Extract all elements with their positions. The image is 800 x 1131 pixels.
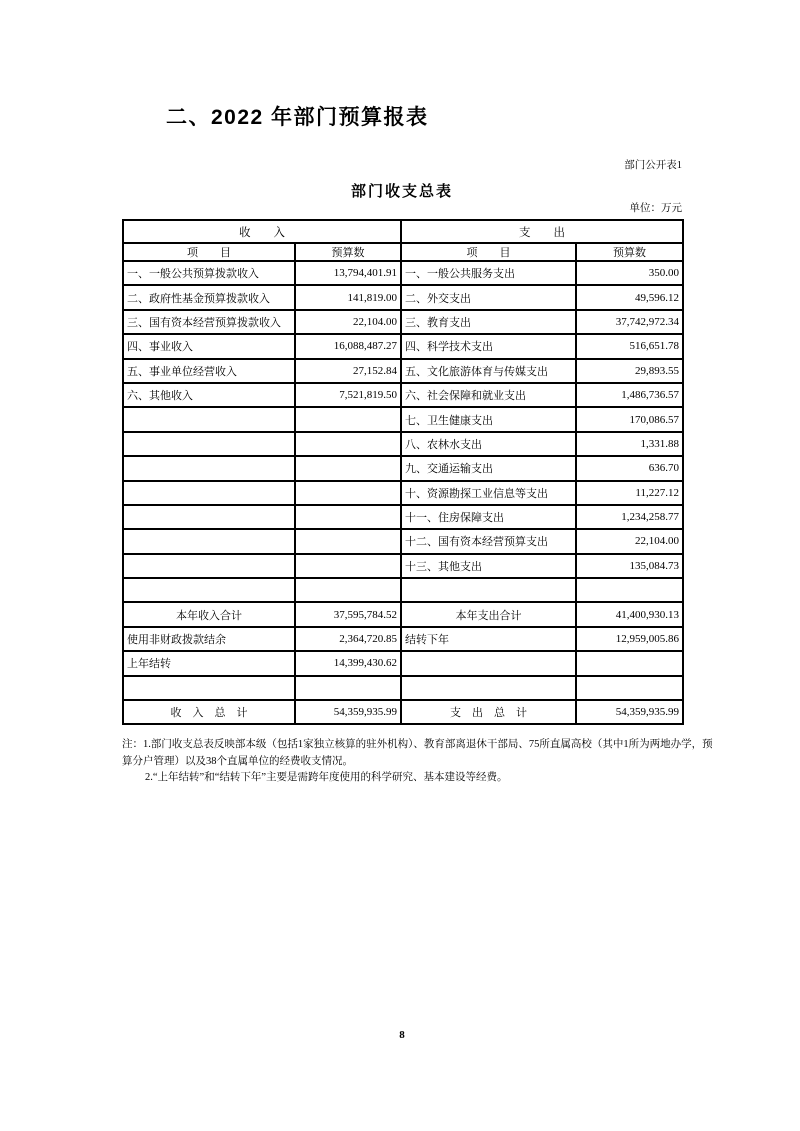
table-body <box>123 261 683 724</box>
table-row <box>123 651 683 675</box>
table-row <box>123 578 683 602</box>
table-row <box>123 432 683 456</box>
expense-value-cell: 12,959,005.86 <box>576 627 683 651</box>
income-value-cell: 16,088,487.27 <box>295 334 401 358</box>
table-row <box>123 554 683 578</box>
page-title: 二、2022 年部门预算报表 <box>166 106 429 129</box>
expense-value-cell: 1,331.88 <box>576 432 683 456</box>
income-value-cell: 22,104.00 <box>295 310 401 334</box>
income-item-cell: 本年收入合计 <box>123 602 295 626</box>
income-value-cell: 141,819.00 <box>295 285 401 309</box>
expense-budget-header: 预算数 <box>576 243 683 261</box>
income-item-header: 项 目 <box>123 243 295 261</box>
expense-item-cell: 十二、国有资本经营预算支出 <box>401 529 576 553</box>
expense-item-header: 项 目 <box>401 243 576 261</box>
budget-summary-table <box>122 219 684 725</box>
income-item-cell <box>123 432 295 456</box>
income-item-cell <box>123 456 295 480</box>
income-item-cell: 使用非财政拨款结余 <box>123 627 295 651</box>
income-item-cell <box>123 676 295 700</box>
table-row <box>123 529 683 553</box>
table-row <box>123 505 683 529</box>
income-value-cell: 14,399,430.62 <box>295 651 401 675</box>
expense-value-cell: 22,104.00 <box>576 529 683 553</box>
table-row <box>123 700 683 724</box>
table-column-header-row <box>123 243 683 261</box>
table-title: 部门收支总表 <box>350 183 453 200</box>
income-value-cell <box>295 456 401 480</box>
income-value-cell: 54,359,935.99 <box>295 700 401 724</box>
expense-value-cell: 170,086.57 <box>576 407 683 431</box>
expense-value-cell: 350.00 <box>576 261 683 285</box>
income-value-cell <box>295 407 401 431</box>
income-item-cell: 收 入 总 计 <box>123 700 295 724</box>
expense-item-cell: 十三、其他支出 <box>401 554 576 578</box>
table-section-header-row <box>123 220 683 243</box>
income-item-cell: 六、其他收入 <box>123 383 295 407</box>
table-row <box>123 676 683 700</box>
income-value-cell: 37,595,784.52 <box>295 602 401 626</box>
expense-section-header: 支 出 <box>401 220 683 243</box>
expense-value-cell: 54,359,935.99 <box>576 700 683 724</box>
expense-value-cell: 37,742,972.34 <box>576 310 683 334</box>
expense-value-cell <box>576 676 683 700</box>
table-row <box>123 261 683 285</box>
expense-item-cell: 十一、住房保障支出 <box>401 505 576 529</box>
income-value-cell <box>295 481 401 505</box>
income-item-cell: 五、事业单位经营收入 <box>123 359 295 383</box>
expense-value-cell <box>576 651 683 675</box>
expense-item-cell: 六、社会保障和就业支出 <box>401 383 576 407</box>
footnote-line: 注：1.部门收支总表反映部本级（包括1家独立核算的驻外机构）、教育部离退休干部局、75所直属高校（其中1所为两地办学，预 <box>122 739 713 750</box>
income-item-cell <box>123 578 295 602</box>
footnote-line: 算分户管理）以及38个直属单位的经费收支情况。 <box>122 755 353 767</box>
expense-value-cell: 135,084.73 <box>576 554 683 578</box>
expense-item-cell <box>401 676 576 700</box>
income-item-cell: 四、事业收入 <box>123 334 295 358</box>
table-row <box>123 359 683 383</box>
income-item-cell: 一、一般公共预算拨款收入 <box>123 261 295 285</box>
income-value-cell <box>295 554 401 578</box>
income-item-cell: 上年结转 <box>123 651 295 675</box>
expense-value-cell: 636.70 <box>576 456 683 480</box>
table-row <box>123 456 683 480</box>
income-item-cell: 三、国有资本经营预算拨款收入 <box>123 310 295 334</box>
expense-value-cell: 1,234,258.77 <box>576 505 683 529</box>
income-value-cell <box>295 529 401 553</box>
table-row <box>123 334 683 358</box>
expense-item-cell: 八、农林水支出 <box>401 432 576 456</box>
income-value-cell: 7,521,819.50 <box>295 383 401 407</box>
expense-item-cell: 结转下年 <box>401 627 576 651</box>
income-item-cell <box>123 407 295 431</box>
table-tag-label: 部门公开表1 <box>624 160 682 171</box>
table-row <box>123 310 683 334</box>
income-section-header: 收 入 <box>123 220 401 243</box>
expense-value-cell: 49,596.12 <box>576 285 683 309</box>
expense-value-cell: 41,400,930.13 <box>576 602 683 626</box>
footnote-line: 2.“上年结转”和“结转下年”主要是需跨年度使用的科学研究、基本建设等经费。 <box>145 772 508 783</box>
income-budget-header: 预算数 <box>295 243 401 261</box>
expense-value-cell: 11,227.12 <box>576 481 683 505</box>
footnotes <box>122 737 713 787</box>
income-value-cell: 13,794,401.91 <box>295 261 401 285</box>
unit-label: 单位：万元 <box>629 203 682 214</box>
table-row <box>123 407 683 431</box>
table-row <box>123 602 683 626</box>
income-value-cell <box>295 505 401 529</box>
income-value-cell <box>295 676 401 700</box>
expense-item-cell <box>401 651 576 675</box>
income-value-cell: 2,364,720.85 <box>295 627 401 651</box>
income-value-cell <box>295 432 401 456</box>
income-item-cell <box>123 529 295 553</box>
expense-item-cell: 二、外交支出 <box>401 285 576 309</box>
expense-item-cell: 四、科学技术支出 <box>401 334 576 358</box>
expense-item-cell <box>401 578 576 602</box>
expense-item-cell: 九、交通运输支出 <box>401 456 576 480</box>
expense-item-cell: 三、教育支出 <box>401 310 576 334</box>
expense-item-cell: 十、资源勘探工业信息等支出 <box>401 481 576 505</box>
expense-value-cell: 29,893.55 <box>576 359 683 383</box>
income-value-cell: 27,152.84 <box>295 359 401 383</box>
expense-value-cell: 1,486,736.57 <box>576 383 683 407</box>
expense-item-cell: 七、卫生健康支出 <box>401 407 576 431</box>
expense-item-cell: 支 出 总 计 <box>401 700 576 724</box>
page-number: 8 <box>399 1029 405 1041</box>
expense-item-cell: 本年支出合计 <box>401 602 576 626</box>
income-item-cell: 二、政府性基金预算拨款收入 <box>123 285 295 309</box>
expense-value-cell <box>576 578 683 602</box>
expense-item-cell: 五、文化旅游体育与传媒支出 <box>401 359 576 383</box>
expense-value-cell: 516,651.78 <box>576 334 683 358</box>
income-item-cell <box>123 554 295 578</box>
table-row <box>123 481 683 505</box>
income-item-cell <box>123 505 295 529</box>
table-row <box>123 627 683 651</box>
table-row <box>123 383 683 407</box>
income-value-cell <box>295 578 401 602</box>
income-item-cell <box>123 481 295 505</box>
table-row <box>123 285 683 309</box>
expense-item-cell: 一、一般公共服务支出 <box>401 261 576 285</box>
